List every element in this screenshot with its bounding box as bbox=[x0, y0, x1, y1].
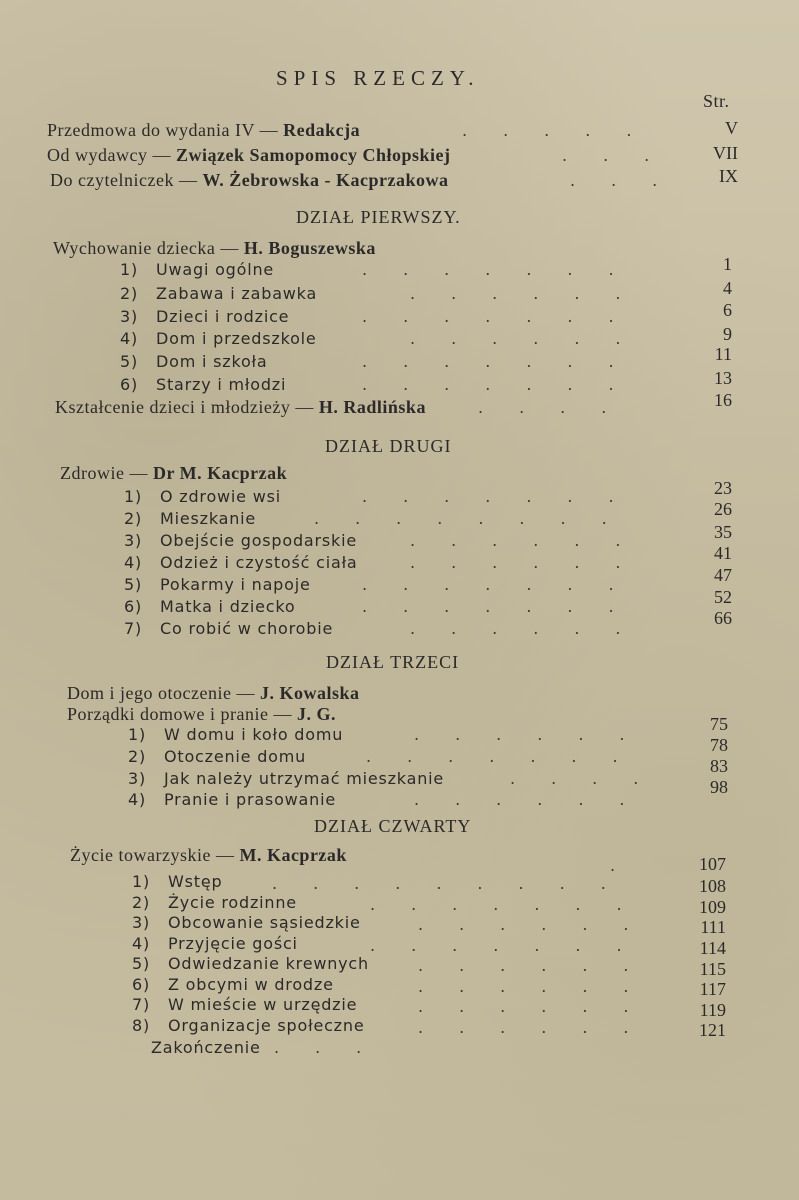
page-number: 52 bbox=[714, 587, 732, 607]
toc-subitem: 1) O zdrowie wsi bbox=[123, 487, 281, 506]
page-number: IX bbox=[719, 166, 738, 186]
page-number: 78 bbox=[710, 735, 728, 755]
page-number: 23 bbox=[714, 478, 732, 498]
toc-entry: Dom i jego otoczenie — J. Kowalska bbox=[67, 683, 360, 703]
leader-dots: ...... bbox=[410, 553, 657, 572]
toc-subitem: 6) Starzy i młodzi bbox=[119, 375, 287, 394]
page-title: SPIS RZECZY. bbox=[276, 66, 480, 90]
leader-dots: ........ bbox=[314, 509, 643, 528]
leader-dots: ..... bbox=[462, 121, 668, 140]
page-number: 6 bbox=[723, 300, 732, 320]
leader-dots: ...... bbox=[414, 790, 661, 809]
page-number: 75 bbox=[710, 714, 728, 734]
page-number: 26 bbox=[714, 499, 732, 519]
toc-subitem: 5) Dom i szkoła bbox=[119, 352, 268, 371]
toc-subitem: 3) Obcowanie sąsiedzkie bbox=[131, 913, 361, 932]
toc-entry-publisher: Od wydawcy — Związek Samopomocy Chłopskiej bbox=[47, 145, 451, 165]
page-number: 83 bbox=[710, 756, 728, 776]
page-number: 4 bbox=[723, 278, 732, 298]
leader-dots: ....... bbox=[366, 747, 654, 766]
toc-subitem: 7) W mieście w urzędzie bbox=[131, 995, 358, 1014]
toc-closing: Zakończenie bbox=[151, 1038, 261, 1057]
leader-dots: ...... bbox=[418, 997, 665, 1016]
section-heading: DZIAŁ DRUGI bbox=[325, 436, 452, 456]
page-number: 11 bbox=[714, 344, 732, 364]
leader-dots: ...... bbox=[414, 725, 661, 744]
toc-subitem: 2) Otoczenie domu bbox=[127, 747, 307, 766]
page-number: 109 bbox=[699, 897, 726, 917]
page-number: 35 bbox=[714, 522, 732, 542]
leader-dots: ...... bbox=[418, 956, 665, 975]
leader-dots: ... bbox=[562, 146, 686, 165]
leader-dots: ...... bbox=[418, 977, 665, 996]
section-heading: DZIAŁ PIERWSZY. bbox=[296, 207, 461, 227]
leader-dots: ....... bbox=[362, 260, 650, 279]
page-number: 115 bbox=[699, 959, 726, 979]
leader-dots: ....... bbox=[362, 352, 650, 371]
leader-dots: ....... bbox=[362, 375, 650, 394]
toc-subitem: 1) W domu i koło domu bbox=[127, 725, 344, 744]
leader-dots: ...... bbox=[418, 915, 665, 934]
leader-dots: ....... bbox=[362, 307, 650, 326]
leader-dots: ....... bbox=[370, 936, 658, 955]
page-number: 13 bbox=[714, 368, 732, 388]
toc-entry: Porządki domowe i pranie — J. G. bbox=[67, 704, 336, 724]
page-number: 41 bbox=[714, 543, 732, 563]
page-number: 117 bbox=[699, 979, 726, 999]
page-number: 121 bbox=[699, 1020, 726, 1040]
toc-subitem: 3) Jak należy utrzymać mieszkanie bbox=[127, 769, 445, 788]
leader-dots: ......... bbox=[272, 874, 642, 893]
toc-entry-readers: Do czytelniczek — W. Żebrowska - Kacprzakowa bbox=[50, 170, 449, 190]
leader-dots: ....... bbox=[370, 895, 658, 914]
page-number: 47 bbox=[714, 565, 732, 585]
toc-subitem: 5) Odwiedzanie krewnych bbox=[131, 954, 369, 973]
page-number: 9 bbox=[723, 324, 732, 344]
page-number: 108 bbox=[699, 876, 726, 896]
leader-dots: ... bbox=[274, 1038, 398, 1057]
toc-subitem: 3) Obejście gospodarskie bbox=[123, 531, 358, 550]
page-number: 111 bbox=[700, 917, 726, 937]
toc-subitem: 4) Przyjęcie gości bbox=[131, 934, 298, 953]
toc-entry: Kształcenie dzieci i młodzieży — H. Radlińska bbox=[55, 397, 426, 417]
leader-dots: ...... bbox=[410, 284, 657, 303]
page-number: 16 bbox=[714, 390, 732, 410]
toc-subitem: 2) Mieszkanie bbox=[123, 509, 257, 528]
page-column-label: Str. bbox=[703, 91, 730, 111]
leader-dots: ....... bbox=[362, 487, 650, 506]
toc-subitem: 4) Odzież i czystość ciała bbox=[123, 553, 358, 572]
leader-dots: ....... bbox=[362, 575, 650, 594]
page-number: 66 bbox=[714, 608, 732, 628]
toc-subitem: 1) Uwagi ogólne bbox=[119, 260, 275, 279]
leader-dots: ....... bbox=[362, 597, 650, 616]
toc-entry: Zdrowie — Dr M. Kacprzak bbox=[60, 463, 288, 483]
leader-dots: ...... bbox=[410, 329, 657, 348]
page-number: V bbox=[725, 118, 738, 138]
toc-subitem: 2) Życie rodzinne bbox=[131, 893, 297, 912]
toc-subitem: 3) Dzieci i rodzice bbox=[119, 307, 290, 326]
toc-subitem: 1) Wstęp bbox=[131, 872, 223, 891]
page-number: 114 bbox=[699, 938, 726, 958]
toc-subitem: 4) Dom i przedszkole bbox=[119, 329, 317, 348]
section-heading: DZIAŁ CZWARTY bbox=[314, 816, 472, 836]
page-number: 107 bbox=[699, 854, 726, 874]
page-number: 98 bbox=[710, 777, 728, 797]
leader-dots: .... bbox=[510, 769, 675, 788]
toc-entry: Wychowanie dziecka — H. Boguszewska bbox=[53, 238, 376, 258]
toc-entry: Życie towarzyskie — M. Kacprzak bbox=[70, 845, 347, 865]
section-heading: DZIAŁ TRZECI bbox=[326, 652, 460, 672]
page-number: 119 bbox=[699, 1000, 726, 1020]
leader-dots: . bbox=[610, 856, 652, 875]
toc-subitem: 4) Pranie i prasowanie bbox=[127, 790, 336, 809]
leader-dots: .... bbox=[478, 398, 643, 417]
toc-subitem: 8) Organizacje społeczne bbox=[131, 1016, 365, 1035]
leader-dots: ...... bbox=[410, 531, 657, 550]
toc-subitem: 2) Zabawa i zabawka bbox=[119, 284, 318, 303]
page-number: VII bbox=[713, 143, 738, 163]
leader-dots: ...... bbox=[418, 1018, 665, 1037]
toc-entry-preface: Przedmowa do wydania IV — Redakcja bbox=[47, 120, 361, 140]
leader-dots: ... bbox=[570, 171, 694, 190]
toc-subitem: 5) Pokarmy i napoje bbox=[123, 575, 311, 594]
toc-subitem: 7) Co robić w chorobie bbox=[123, 619, 334, 638]
toc-subitem: 6) Matka i dziecko bbox=[123, 597, 296, 616]
toc-subitem: 6) Z obcymi w drodze bbox=[131, 975, 334, 994]
leader-dots: ...... bbox=[410, 619, 657, 638]
page-number: 1 bbox=[723, 254, 732, 274]
